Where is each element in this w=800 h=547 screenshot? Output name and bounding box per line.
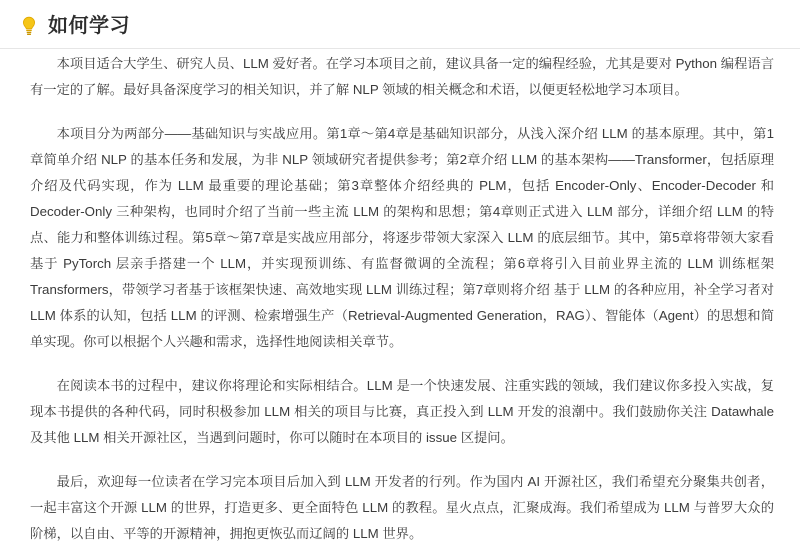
paragraph: 在阅读本书的过程中，建议你将理论和实际相结合。LLM 是一个快速发展、注重实践的领域，我们建议你多投入实战，复现本书提供的各种代码，同时积极参加 LLM 相关的项目与比赛，真正投入到 LLM 开发的浪潮中。我们鼓励你关注 Datawhale 及其他 LLM 相关开源社区，当遇到问题时，你可以随时在本项目的 issue 区提问。 bbox=[30, 378, 774, 445]
lightbulb-icon bbox=[18, 15, 40, 37]
section-heading bbox=[0, 0, 800, 48]
paragraph: 本项目适合大学生、研究人员、LLM 爱好者。在学习本项目之前，建议具备一定的编程经验，尤其是要对 Python 编程语言有一定的了解。最好具备深度学习的相关知识，并了解 NLP 领域的相关概念和术语，以便更轻松地学习本项目。 bbox=[30, 56, 774, 97]
paragraph: 本项目分为两部分——基础知识与实战应用。第1章～第4章是基础知识部分，从浅入深介绍 LLM 的基本原理。其中，第1章简单介绍 NLP 的基本任务和发展，为非 NLP 领域研究者提供参考；第2章介绍 LLM 的基本架构——Transformer，包括原理介绍及代码实现，作为 LLM 最重要的理论基础；第3章整体介绍经典的 PLM，包括 Encoder-Only、Encoder-Decoder 和 Decoder-Only 三种架构，也同时介绍了当前一些主流 LLM 的架构和思想；第4章则正式进入 LLM 部分，详细介绍 LLM 的特点、能力和整体训练过程。第5章～第7章是实战应用部分，将逐步带领大家深入 LLM 的底层细节。其中，第5章将带领大家看基于 PyTorch 层亲手搭建一个 LLM，并实现预训练、有监督微调的全流程；第6章将引入目前业界主流的 LLM 训练框架 Transformers，带领学习者基于该框架快速、高效地实现 LLM 训练过程；第7章则将介绍 基于 LLM 的各种应用，补全学习者对 LLM 体系的认知，包括 LLM 的评测、检索增强生产（Retrieval-Augmented Generation，RAG）、智能体（Agent）的思想和简单实现。你可以根据个人兴趣和需求，选择性地阅读相关章节。 bbox=[30, 126, 774, 349]
article-body bbox=[0, 49, 800, 547]
page-title: 如何学习 bbox=[48, 15, 130, 37]
paragraph: 最后，欢迎每一位读者在学习完本项目后加入到 LLM 开发者的行列。作为国内 AI 开源社区，我们希望充分聚集共创者，一起丰富这个开源 LLM 的世界，打造更多、更全面特色 LLM 的教程。星火点点，汇聚成海。我们希望成为 LLM 与普罗大众的阶梯，以自由、平等的开源精神，拥抱更恢弘而辽阔的 LLM 世界。 bbox=[30, 474, 774, 541]
